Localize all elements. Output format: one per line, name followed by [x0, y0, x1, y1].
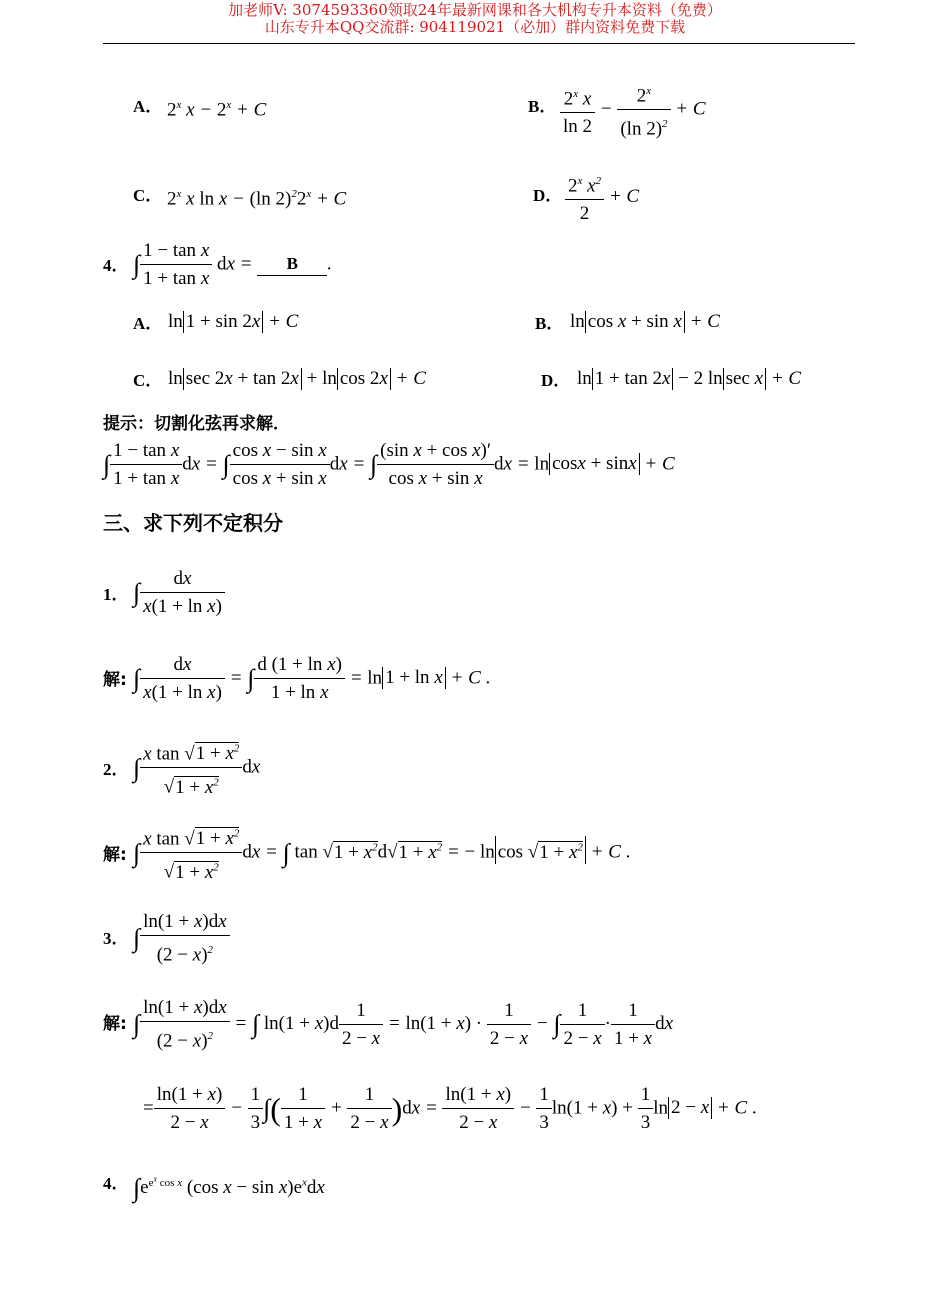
q4-hint-derivation: ∫ $\frac{\text{1 − tan x}}{\text{1 + tan x}}$ dx = ∫ $\frac{\text{cos x − sin x}}{\text{cos x + sin x}}$ dx = ∫ $\frac{\text{(sin x + cos x)′}}{\text{cos x + sin x}}$ dx = ln cosx + sinx + C [103, 440, 675, 489]
q3-option-a-label: A． [133, 97, 163, 116]
q3-option-d: $\frac{2^x x^2}{2}$ + C [565, 170, 639, 225]
q4-hint: 提示：切割化弦再求解． [103, 414, 290, 434]
q4-option-d: ln 1 + tan 2x − 2 ln sec x + C [577, 368, 802, 389]
problem-2: ∫ $\frac{x \tan √1 + x^2}{√1 + x^2}$ dx [133, 738, 260, 799]
problem-1: ∫ $\frac{dx}{\text{x(1 + ln x)}}$ [133, 568, 225, 618]
problem-1-solution: ∫ $\frac{dx}{\text{x(1 + ln x)}}$ = ∫ $\frac{\text{d (1 + ln x)}}{\text{1 + ln x}}$ = ln 1 + ln x + C . [133, 654, 491, 703]
problem-3-solution-label: 解: [103, 1014, 127, 1034]
q4-option-d-label: D． [541, 371, 571, 390]
q4-option-a-label: A． [133, 314, 163, 333]
q4-answer-blank: B [257, 253, 327, 276]
q4-option-c: ln sec 2x + tan 2x + ln cos 2x + C [168, 368, 426, 389]
header-line-2: 山东专升本QQ交流群: 904119021（必加）群内资料免费下载 [264, 18, 686, 36]
q3-option-d-label: D． [533, 186, 563, 205]
problem-1-number: 1． [103, 585, 129, 604]
section-3-title: 三、求下列不定积分 [103, 511, 283, 535]
q4-question: ∫ $\frac{\text{1 − tan x}}{\text{1 + tan x}}$ dx = B . [133, 240, 333, 289]
q3-option-c-label: C． [133, 186, 163, 205]
q4-number: 4． [103, 256, 129, 275]
problem-3-solution-line-2: = $\frac{\ln(1 + x)}{2 - x}$ − $\frac{1}{3}$ ∫( $\frac{1}{1 + x}$ + $\frac{1}{2 - x}$ )dx = $\frac{\ln(1 + x)}{2 - x}$ − $\frac{1}{3}$ ln(1 + x) + $\frac{1}{3}$ ln 2 − x + C . [143, 1084, 757, 1133]
problem-1-solution-label: 解: [103, 670, 127, 690]
q3-option-b: $\frac{2^x x}{\ln 2}$ − $\frac{2^x}{(\ln 2)^2}$ + C [560, 80, 706, 141]
header-line-1: 加老师V: 3074593360领取24年最新网课和各大机构专升本资料（免费） [228, 1, 722, 19]
problem-3: ∫ $\frac{\ln(1 + x)dx}{(2 - x)^2}$ [133, 911, 230, 966]
problem-2-solution-label: 解: [103, 845, 127, 865]
problem-2-solution: ∫ $\frac{x \tan √1 + x^2}{√1 + x^2}$ dx = ∫ $\tan √1 + x^2d√1 + x^2$ = − $\ln \cos √1 + x^2 + C$ . [133, 823, 630, 884]
problem-3-number: 3． [103, 929, 129, 948]
problem-3-solution-line-1: ∫ $\frac{\ln(1 + x)dx}{(2 - x)^2}$ = ∫ ln(1 + x)d $\frac{1}{2 - x}$ = ln(1 + x) · $\frac{1}{2 - x}$ − ∫ $\frac{1}{2 - x}$ · $\frac{1}{1 + x}$ dx [133, 997, 674, 1052]
q4-option-a: ln 1 + sin 2x + C [168, 311, 299, 332]
problem-4-number: 4． [103, 1174, 129, 1193]
q4-option-b: ln cos x + sin x + C [570, 311, 720, 332]
q4-option-c-label: C． [133, 371, 163, 390]
q4-option-b-label: B． [535, 314, 564, 333]
header-rule [103, 43, 855, 44]
problem-4: $\int e^{e^x cos x}$ (cos $x - \sin x)e^xdx$ [133, 1173, 325, 1203]
problem-2-number: 2． [103, 760, 129, 779]
q3-option-b-label: B． [528, 97, 557, 116]
q3-option-a: 2$^x$ $x - 2^x + C$ [167, 99, 267, 121]
q3-option-c: 2$^x$ x ln x − (ln $2)^22^x + C$ [167, 188, 347, 210]
